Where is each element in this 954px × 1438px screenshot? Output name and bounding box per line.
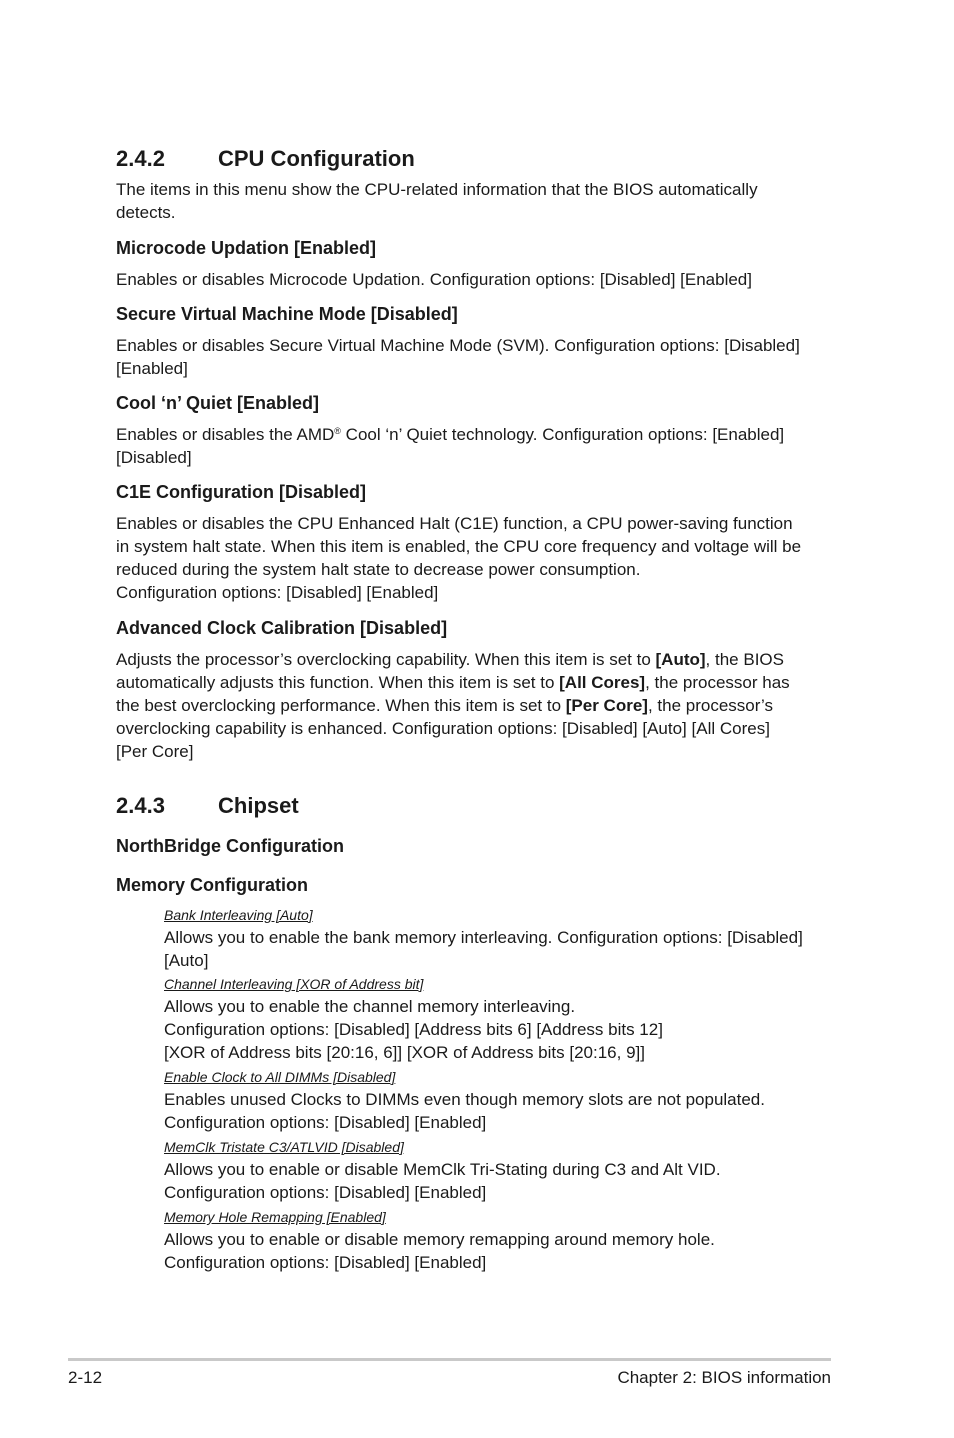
section-title: CPU Configuration xyxy=(218,146,415,171)
text-line xyxy=(116,671,828,694)
item-channel-interleaving: Channel Interleaving [XOR of Address bit] xyxy=(164,976,424,992)
item-memory-hole-remapping: Memory Hole Remapping [Enabled] xyxy=(164,1209,386,1225)
text-line: reduced during the system halt state to decrease power consumption. xyxy=(116,560,641,579)
text-fragment: Adjusts the processor’s overclocking capability. When this item is set to xyxy=(116,650,656,669)
text-line: Configuration options: [Disabled] [Enabled] xyxy=(116,583,439,602)
text-line: overclocking capability is enhanced. Configuration options: [Disabled] [Auto] [All Cores] xyxy=(116,719,770,738)
text-line: Allows you to enable the bank memory interleaving. Configuration options: [Disabled] xyxy=(164,928,803,947)
option-auto: [Auto] xyxy=(655,650,706,669)
text-fragment: automatically adjusts this function. When this item is set to xyxy=(116,673,560,692)
option-per-core: [Per Core] xyxy=(565,696,648,715)
text-line: [Per Core] xyxy=(116,742,194,761)
section-number: 2.4.3 xyxy=(116,793,165,818)
text-line: [Enabled] xyxy=(116,359,188,378)
text-line: [XOR of Address bits [20:16, 6]] [XOR of Address bits [20:16, 9]] xyxy=(164,1043,645,1062)
text-line: detects. xyxy=(116,203,176,222)
text-line: [Auto] xyxy=(164,951,209,970)
text-line: Allows you to enable or disable memory remapping around memory hole. xyxy=(164,1230,715,1249)
heading-microcode-updation: Microcode Updation [Enabled] xyxy=(116,238,377,258)
section-title: Chipset xyxy=(218,793,299,818)
memory-hole-remapping-description xyxy=(164,1228,828,1274)
bank-interleaving-description xyxy=(164,926,828,972)
text-line: Enables or disables Secure Virtual Machine Mode (SVM). Configuration options: [Disabled] xyxy=(116,336,800,355)
text-fragment: Enables or disables the AMD xyxy=(116,425,335,444)
text-line: [Disabled] xyxy=(116,448,192,467)
section-heading-cpu-configuration xyxy=(116,146,415,172)
channel-interleaving-description xyxy=(164,995,828,1064)
footer-page-number: 2-12 xyxy=(68,1368,103,1387)
text-line: Configuration options: [Disabled] [Enabled] xyxy=(164,1183,487,1202)
text-line xyxy=(116,694,828,717)
memclk-tristate-description xyxy=(164,1158,828,1204)
text-fragment: the best overclocking performance. When this item is set to xyxy=(116,696,566,715)
text-line: The items in this menu show the CPU-related information that the BIOS automatically xyxy=(116,180,758,199)
text-line: Enables or disables Microcode Updation. Configuration options: [Disabled] [Enabled] xyxy=(116,270,752,289)
text-line: Configuration options: [Disabled] [Address bits 6] [Address bits 12] xyxy=(164,1020,663,1039)
text-line: Allows you to enable or disable MemClk Tri-Stating during C3 and Alt VID. xyxy=(164,1160,721,1179)
acc-description xyxy=(116,648,828,763)
text-fragment: Cool ‘n’ Quiet technology. Configuration options: [Enabled] xyxy=(340,425,785,444)
section-number: 2.4.2 xyxy=(116,146,165,171)
heading-memory-configuration: Memory Configuration xyxy=(116,875,308,895)
text-line: Configuration options: [Disabled] [Enabled] xyxy=(164,1113,487,1132)
text-line: Enables or disables the CPU Enhanced Halt (C1E) function, a CPU power-saving function xyxy=(116,514,793,533)
svm-description xyxy=(116,334,828,380)
microcode-description xyxy=(116,268,828,291)
text-line xyxy=(116,423,828,446)
item-bank-interleaving: Bank Interleaving [Auto] xyxy=(164,907,313,923)
text-fragment: , the processor’s xyxy=(647,696,773,715)
footer-chapter-title: Chapter 2: BIOS information xyxy=(617,1368,831,1387)
cpu-intro-paragraph xyxy=(116,178,828,224)
item-memclk-tristate: MemClk Tristate C3/ATLVID [Disabled] xyxy=(164,1139,404,1155)
item-enable-clock-to-all-dimms: Enable Clock to All DIMMs [Disabled] xyxy=(164,1069,396,1085)
text-fragment: , the processor has xyxy=(645,673,790,692)
enable-clock-description xyxy=(164,1088,828,1134)
text-fragment: , the BIOS xyxy=(705,650,784,669)
footer-divider xyxy=(68,1358,831,1361)
heading-secure-virtual-machine-mode: Secure Virtual Machine Mode [Disabled] xyxy=(116,304,458,324)
registered-mark: ® xyxy=(334,426,341,436)
option-all-cores: [All Cores] xyxy=(559,673,646,692)
text-line: Configuration options: [Disabled] [Enabled] xyxy=(164,1253,487,1272)
cool-n-quiet-description xyxy=(116,423,828,469)
text-line: Enables unused Clocks to DIMMs even though memory slots are not populated. xyxy=(164,1090,765,1109)
text-line xyxy=(116,648,828,671)
heading-cool-n-quiet: Cool ‘n’ Quiet [Enabled] xyxy=(116,393,320,413)
text-line: Allows you to enable the channel memory interleaving. xyxy=(164,997,576,1016)
heading-advanced-clock-calibration: Advanced Clock Calibration [Disabled] xyxy=(116,618,448,638)
heading-northbridge-configuration: NorthBridge Configuration xyxy=(116,836,344,856)
text-line: in system halt state. When this item is enabled, the CPU core frequency and voltage will be xyxy=(116,537,802,556)
section-heading-chipset xyxy=(116,793,299,819)
c1e-description xyxy=(116,512,828,604)
heading-c1e-configuration: C1E Configuration [Disabled] xyxy=(116,482,367,502)
